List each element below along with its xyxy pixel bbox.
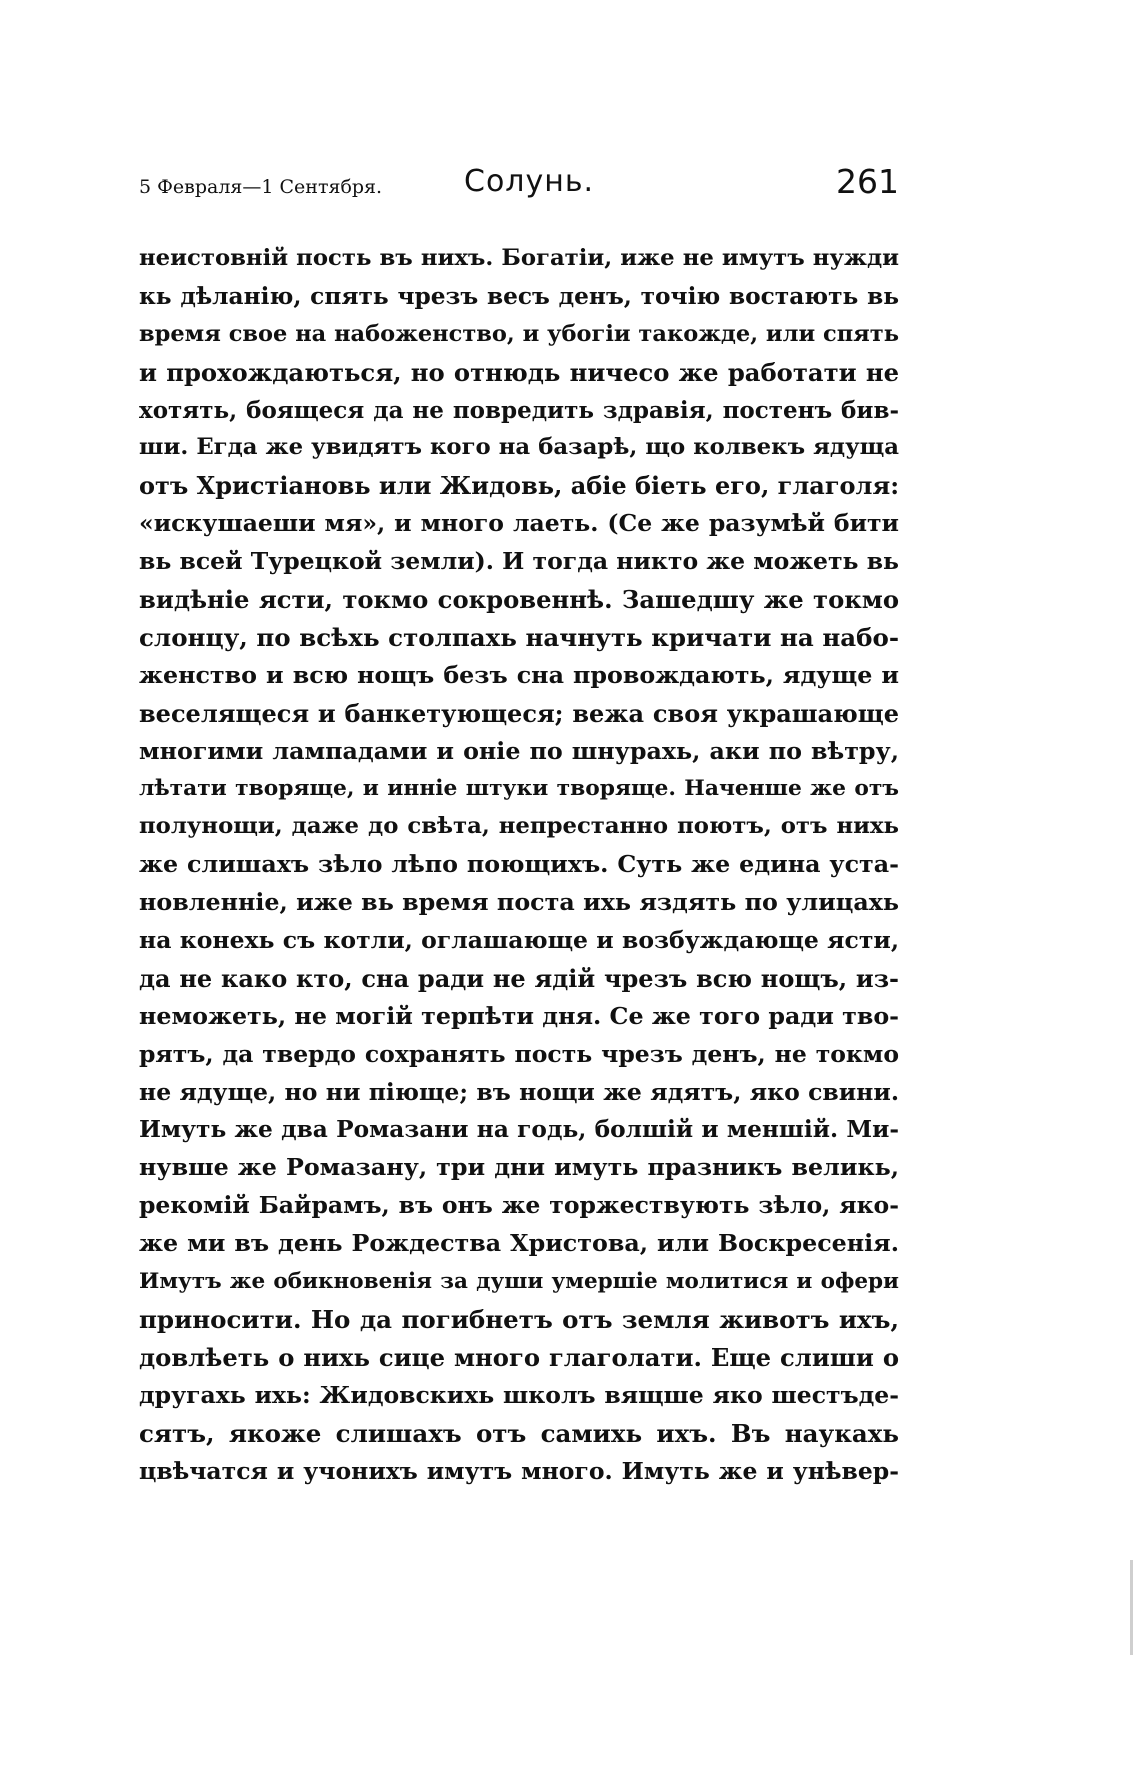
text-line: и прохождаються, но отнюдь ничесо же работати не xyxy=(139,357,899,387)
text-line: рятъ, да твердо сохранять пость чрезъ денъ, не токмо xyxy=(139,1039,899,1068)
text-line: не ядуще, но ни піюще; въ нощи же ядятъ, яко свини. xyxy=(139,1077,899,1106)
text-line: «искушаеши мя», и много лаеть. (Се же разумѣй бити xyxy=(139,509,899,538)
page-number: 261 xyxy=(836,162,899,201)
text-line: веселящеся и банкетующеся; вежа своя украшающе xyxy=(139,698,899,728)
page-edge-shadow xyxy=(1130,1560,1133,1655)
text-line: неможеть, не могій терпѣти дня. Се же того ради тво- xyxy=(139,1001,899,1030)
text-line: довлѣеть о нихь сице много глаголати. Еще слиши о xyxy=(139,1342,899,1372)
text-line: кь дѣланію, спять чрезъ весъ денъ, точію востають вь xyxy=(139,282,899,310)
text-line: женство и всю нощъ безъ сна провождають, ядуще и xyxy=(139,660,899,689)
text-line: другахь ихь: Жидовскихь школъ вящше яко шестъде- xyxy=(139,1380,899,1409)
text-line: многими лампадами и оніе по шнурахь, аки по вѣтру, xyxy=(139,736,899,765)
text-line: лѣтати творяще, и инніе штуки творяще. Наченше же отъ xyxy=(139,776,899,802)
text-line: же ми въ день Рождества Христова, или Воскресенія. xyxy=(139,1229,899,1258)
text-line: нувше же Ромазану, три дни имуть празникъ великь, xyxy=(139,1153,899,1182)
running-header xyxy=(139,160,899,210)
body-text xyxy=(139,240,899,1490)
text-line: же слишахъ зѣло лѣпо поющихъ. Суть же едина уста- xyxy=(139,850,899,879)
text-line: полунощи, даже до свѣта, непрестанно поютъ, отъ нихь xyxy=(139,813,899,840)
text-line: сятъ, якоже слишахъ отъ самихь ихъ. Въ наукахь xyxy=(139,1418,899,1448)
text-line: отъ Христіановь или Жидовь, абіе біеть его, глаголя: xyxy=(139,471,899,501)
text-line: ши. Егда же увидятъ кого на базарѣ, що колвекъ ядуща xyxy=(139,434,899,461)
text-line: видѣніе ясти, токмо сокровеннѣ. Зашедшу же токмо xyxy=(139,585,899,615)
text-line: хотять, боящеся да не повредить здравія, постенъ бив- xyxy=(139,396,899,424)
text-line: рекомій Байрамъ, въ онъ же торжествують зѣло, яко- xyxy=(139,1191,899,1220)
running-dates: 5 Февраля—1 Сентября. xyxy=(139,176,383,198)
text-line: новленніе, иже вь время поста ихь яздять по улицахь xyxy=(139,888,899,917)
page-title: Солунь. xyxy=(464,164,595,199)
text-line: слонцу, по всѣхь столпахь начнуть кричати на набо- xyxy=(139,622,899,652)
text-line: Имуть же два Ромазани на годь, болшій и меншій. Ми- xyxy=(139,1116,899,1144)
text-line: на конехь съ котли, оглашающе и возбуждающе ясти, xyxy=(139,926,899,955)
text-line: время свое на набоженство, и убогіи такожде, или спять xyxy=(139,320,899,347)
text-line: цвѣчатся и учонихъ имутъ много. Имуть же и унѣвер- xyxy=(139,1456,899,1485)
text-line: неистовній пость въ нихъ. Богатіи, иже не имутъ нужди xyxy=(139,245,899,271)
text-line: Имутъ же обикновенія за души умершіе молитися и офери xyxy=(139,1269,899,1295)
text-line: приносити. Но да погибнетъ отъ земля животъ ихъ, xyxy=(139,1304,899,1334)
text-line: да не како кто, сна ради не ядій чрезъ всю нощъ, из- xyxy=(139,963,899,993)
text-line: вь всей Турецкой земли). И тогда никто же можеть вь xyxy=(139,547,899,576)
